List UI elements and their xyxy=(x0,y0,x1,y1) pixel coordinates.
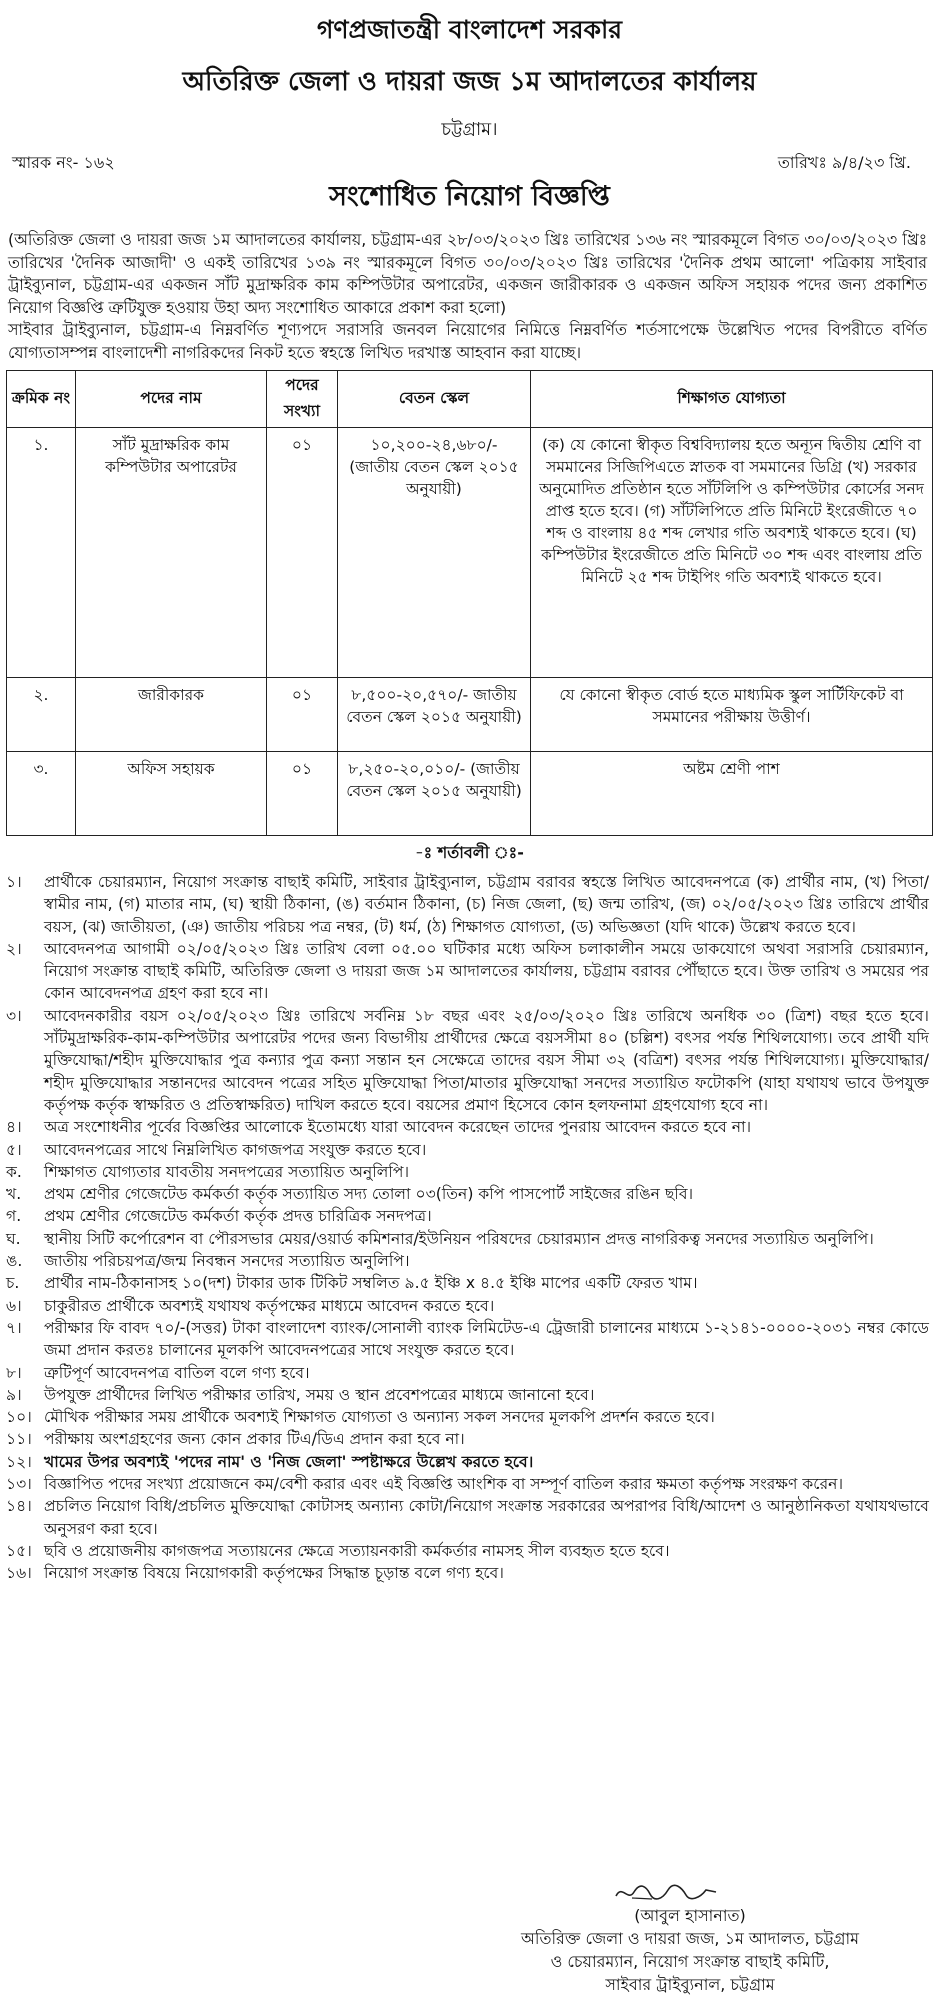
col-post-count: পদের সংখ্যা xyxy=(267,371,338,428)
col-post-name: পদের নাম xyxy=(76,371,267,428)
term-number: ৮। xyxy=(6,1363,22,1382)
col-serial: ক্রমিক নং xyxy=(7,371,76,428)
term-text: প্রচলিত নিয়োগ বিধি/প্রচলিত মুক্তিযোদ্ধা কোটাসহ অন্যান্য কোটা/নিয়োগ সংক্রান্ত সরকারের অপরাপর বিধি/আদেশ ও আনুষ্ঠানিকতা যথাযথভাবে অনুসরণ করা হবে। xyxy=(44,1497,929,1538)
term-text: প্রার্থীকে চেয়ারম্যান, নিয়োগ সংক্রান্ত বাছাই কমিটি, সাইবার ট্রাইব্যুনাল, চট্টগ্রাম বরাবর স্বহস্তে লিখিত আবেদনপত্রে (ক) প্রার্থীর নাম, (খ) পিতা/স্বামীর নাম, (গ) মাতার নাম, (ঘ) স্থায়ী ঠিকানা, (ঙ) বর্তমান ঠিকানা, (চ) নিজ জেলা, (ছ) জন্ম তারিখ, (জ) ০২/০৫/২০২৩ খ্রিঃ তারিখে প্রার্থীর বয়স, (ঝ) জাতীয়তা, (ঞ) জাতীয় পরিচয় পত্র নম্বর, (ট) ধর্ম, (ঠ) শিক্ষাগত যোগ্যতা, (ড) অভিজ্ঞতা (যদি থাকে) উল্লেখ করতে হবে। xyxy=(44,873,929,936)
term-text: প্রার্থীর নাম-ঠিকানাসহ ১০(দশ) টাকার ডাক টিকিট সম্বলিত ৯.৫ ইঞ্চি x ৪.৫ ইঞ্চি মাপের একটি ফেরত খাম। xyxy=(44,1274,698,1293)
office-location: চট্টগ্রাম। xyxy=(441,119,498,140)
table-row xyxy=(7,678,933,752)
term-text: উপযুক্ত প্রার্থীদের লিখিত পরীক্ষার তারিখ, সময় ও স্থান প্রবেশপত্রের মাধ্যমে জানানো হবে। xyxy=(44,1385,595,1404)
term-number: ১৪। xyxy=(6,1497,32,1516)
term-item xyxy=(6,1473,929,1495)
row-serial: ১. xyxy=(7,428,76,678)
term-item xyxy=(6,1161,929,1183)
col-pay-scale: বেতন স্কেল xyxy=(338,371,531,428)
term-number: খ. xyxy=(6,1185,22,1204)
row-serial: ৩. xyxy=(7,752,76,836)
term-number: ১১। xyxy=(6,1430,32,1449)
term-item xyxy=(6,1384,929,1406)
row-post-count: ০১ xyxy=(267,678,338,752)
term-number: ৭। xyxy=(6,1318,22,1337)
term-text: স্থানীয় সিটি কর্পোরেশন বা পৌরসভার মেয়র/ওয়ার্ড কমিশনার/ইউনিয়ন পরিষদের চেয়ারম্যান প্রদত্ত নাগরিকত্ব সনদের সত্যায়িত অনুলিপি। xyxy=(44,1229,874,1248)
term-number: ক. xyxy=(6,1162,22,1181)
term-text: প্রথম শ্রেণীর গেজেটেড কর্মকর্তা কর্তৃক সত্যায়িত সদ্য তোলা ০৩(তিন) কপি পাসপোর্ট সাইজের রঙিন ছবি। xyxy=(44,1185,694,1204)
term-number: ১। xyxy=(6,873,22,891)
row-qualification: (ক) যে কোনো স্বীকৃত বিশ্ববিদ্যালয় হতে অন্যূন দ্বিতীয় শ্রেণি বা সমমানের সিজিপিএতে স্নাতক বা সমমানের ডিগ্রি (খ) সরকার অনুমোদিত প্রতিষ্ঠান হতে সাঁটলিপি ও কম্পিউটার কোর্সের সনদ প্রাপ্ত হতে হবে। (গ) সাঁটলিপিতে প্রতি মিনিটে ইংরেজীতে ৭০ শব্দ ও বাংলায় ৪৫ শব্দ লেখার গতি অবশ্যই থাকতে হবে। (ঘ) কম্পিউটার ইংরেজীতে প্রতি মিনিটে ৩০ শব্দ এবং বাংলায় প্রতি মিনিটে ২৫ শব্দ টাইপিং গতি অবশ্যই থাকতে হবে। xyxy=(531,428,933,678)
term-number: ৩। xyxy=(6,1006,22,1025)
term-number: ৫। xyxy=(6,1140,22,1159)
term-text: মৌখিক পরীক্ষার সময় প্রার্থীকে অবশ্যই শিক্ষাগত যোগ্যতা ও অন্যান্য সকল সনদের মূলকপি প্রদর্শন করতে হবে। xyxy=(44,1408,715,1427)
term-item xyxy=(6,1406,929,1428)
row-post-count: ০১ xyxy=(267,428,338,678)
term-item xyxy=(6,1562,929,1584)
reference-row xyxy=(6,148,933,176)
term-item xyxy=(6,1139,929,1161)
term-item xyxy=(6,1116,929,1138)
notice-date: তারিখঃ ৯/৪/২৩ খ্রি. xyxy=(777,153,911,172)
term-number: গ. xyxy=(6,1207,22,1226)
term-text: পরীক্ষার ফি বাবদ ৭০/-(সত্তর) টাকা বাংলাদেশ ব্যাংক/সোনালী ব্যাংক লিমিটেড-এ ট্রেজারী চালানের মাধ্যমে ১-২১৪১-০০০০-২০৩১ নম্বর কোডে জমা প্রদান করতঃ চালানের মূলকপি আবেদনপত্রের সাথে সংযুক্ত করতে হবে। xyxy=(44,1318,929,1360)
term-item xyxy=(6,1250,929,1272)
term-number: ঙ. xyxy=(6,1252,23,1271)
term-item xyxy=(6,1317,929,1362)
term-text: জাতীয় পরিচয়পত্র/জন্ম নিবন্ধন সনদের সত্যায়িত অনুলিপি। xyxy=(44,1252,410,1271)
posts-table xyxy=(6,370,933,836)
term-text: ত্রুটিপূর্ণ আবেদনপত্র বাতিল বলে গণ্য হবে। xyxy=(44,1363,310,1382)
term-item xyxy=(6,1428,929,1450)
table-row xyxy=(7,752,933,836)
term-text: অত্র সংশোধনীর পূর্বের বিজ্ঞপ্তির আলোকে ইতোমধ্যে যারা আবেদন করেছেন তাদের পুনরায় আবেদন করতে হবে না। xyxy=(44,1118,752,1137)
terms-heading: -ঃ শর্তাবলী ঃ- xyxy=(415,843,524,862)
term-item xyxy=(6,1272,929,1294)
term-number: ১০। xyxy=(6,1408,32,1427)
term-number: ১২। xyxy=(6,1452,32,1471)
table-row xyxy=(7,428,933,678)
term-text: চাকুরীরত প্রার্থীকে অবশ্যই যথাযথ কর্তৃপক্ষের মাধ্যমে আবেদন করতে হবে। xyxy=(44,1296,495,1315)
term-item xyxy=(6,1495,929,1540)
intro-paragraph-call: সাইবার ট্রাইব্যুনাল, চট্টগ্রাম-এ নিম্নবর্ণিত শূণ্যপদে সরাসরি জনবল নিয়োগের নিমিত্তে নিম্নবর্ণিত শর্তসাপেক্ষে উল্লেখিত পদের বিপরীতে বর্ণিত যোগ্যতাসম্পন্ন বাংলাদেশী নাগরিকদের নিকট হতে স্বহস্তে লিখিত দরখাস্ত আহবান করা যাচ্ছে। xyxy=(8,320,927,362)
office-title: অতিরিক্ত জেলা ও দায়রা জজ ১ম আদালতের কার্যালয় xyxy=(182,67,757,97)
row-qualification: অষ্টম শ্রেণী পাশ xyxy=(531,752,933,836)
term-text: আবেদনপত্র আগামী ০২/০৫/২০২৩ খ্রিঃ তারিখ বেলা ০৫.০০ ঘটিকার মধ্যে অফিস চলাকালীন সময়ে ডাকযোগে অথবা সরাসরি চেয়ারম্যান, নিয়োগ সংক্রান্ত বাছাই কমিটি, অতিরিক্ত জেলা ও দায়রা জজ ১ম আদালতের কার্যালয়, চট্টগ্রাম বরাবর পৌঁছাতে হবে। উক্ত তারিখ ও সময়ের পর কোন আবেদনপত্র গ্রহণ করা হবে না। xyxy=(44,939,929,1003)
row-post-name: সাঁট মুদ্রাক্ষরিক কাম কম্পিউটার অপারেটর xyxy=(76,428,267,678)
term-number: ৬। xyxy=(6,1296,22,1315)
term-item xyxy=(6,1005,929,1116)
row-pay-scale: ১০,২০০-২৪,৬৮০/- (জাতীয় বেতন স্কেল ২০১৫ অনুযায়ী) xyxy=(338,428,531,678)
term-item xyxy=(6,1451,929,1473)
term-number: ১৬। xyxy=(6,1564,32,1583)
term-text: শিক্ষাগত যোগ্যতার যাবতীয় সনদপত্রের সত্যায়িত অনুলিপি। xyxy=(44,1162,410,1181)
term-number: ঘ. xyxy=(6,1229,21,1248)
term-item xyxy=(6,1362,929,1384)
term-text: প্রথম শ্রেণীর গেজেটেড কর্মকর্তা কর্তৃক প্রদত্ত চারিত্রিক সনদপত্র। xyxy=(44,1207,432,1226)
term-text: আবেদনপত্রের সাথে নিম্নলিখিত কাগজপত্র সংযুক্ত করতে হবে। xyxy=(44,1140,427,1159)
row-pay-scale: ৮,৫০০-২০,৫৭০/- জাতীয় বেতন স্কেল ২০১৫ অনুযায়ী) xyxy=(338,678,531,752)
term-item xyxy=(6,871,929,938)
term-number: ১৫। xyxy=(6,1541,32,1560)
col-qualification: শিক্ষাগত যোগ্যতা xyxy=(531,371,933,428)
term-number: ২। xyxy=(6,939,22,958)
term-item xyxy=(6,938,929,1005)
term-number: ১৩। xyxy=(6,1475,32,1494)
term-text: বিজ্ঞাপিত পদের সংখ্যা প্রয়োজনে কম/বেশী করার এবং এই বিজ্ঞপ্তি আংশিক বা সম্পূর্ণ বাতিল করার ক্ষমতা কর্তৃপক্ষ সংরক্ষণ করেন। xyxy=(44,1475,844,1494)
row-qualification: যে কোনো স্বীকৃত বোর্ড হতে মাধ্যমিক স্কুল সার্টিফিকেট বা সমমানের পরীক্ষায় উত্তীর্ণ। xyxy=(531,678,933,752)
term-item xyxy=(6,1183,929,1205)
intro-text xyxy=(8,229,927,364)
posts-table-header xyxy=(7,371,933,428)
term-number: চ. xyxy=(6,1274,20,1293)
row-serial: ২. xyxy=(7,678,76,752)
signatory-name: (আবুল হাসানাত) xyxy=(634,1906,746,1925)
term-item xyxy=(6,1228,929,1250)
row-post-count: ০১ xyxy=(267,752,338,836)
terms-list xyxy=(6,871,929,1585)
term-number: ৪। xyxy=(6,1118,22,1137)
intro-paragraph-correction: (অতিরিক্ত জেলা ও দায়রা জজ ১ম আদালতের কার্যালয়, চট্টগ্রাম-এর ২৮/০৩/২০২৩ খ্রিঃ তারিখের ১৩৬ নং স্মারকমূলে বিগত ৩০/০৩/২০২৩ খ্রিঃ তারিখের 'দৈনিক আজাদী' ও একই তারিখের ১৩৯ নং স্মারকমূলে বিগত ৩০/০৩/২০২৩ খ্রিঃ তারিখের 'দৈনিক প্রথম আলো' পত্রিকায় সাইবার ট্রাইব্যুনাল, চট্টগ্রাম-এর একজন সাঁট মুদ্রাক্ষরিক কাম কম্পিউটার অপারেটর, একজন জারীকারক ও একজন অফিস সহায়ক পদের জন্য প্রকাশিত নিয়োগ বিজ্ঞপ্তি ত্রুটিযুক্ত হওয়ায় উহা অদ্য সংশোধিত আকারে প্রকাশ করা হলো) xyxy=(8,230,927,317)
memo-number: স্মারক নং- ১৬২ xyxy=(12,153,115,172)
term-item xyxy=(6,1205,929,1227)
term-text: খামের উপর অবশ্যই 'পদের নাম' ও 'নিজ জেলা' স্পষ্টাক্ষরে উল্লেখ করতে হবে। xyxy=(44,1452,534,1471)
term-text: ছবি ও প্রয়োজনীয় কাগজপত্র সত্যায়নের ক্ষেত্রে সত্যায়নকারী কর্মকর্তার নামসহ সীল ব্যবহৃত হতে হবে। xyxy=(44,1541,670,1560)
row-pay-scale: ৮,২৫০-২০,০১০/- (জাতীয় বেতন স্কেল ২০১৫ অনুযায়ী) xyxy=(338,752,531,836)
row-post-name: অফিস সহায়ক xyxy=(76,752,267,836)
term-item xyxy=(6,1540,929,1562)
term-item xyxy=(6,1295,929,1317)
signatory-designation-3: সাইবার ট্রাইব্যুনাল, চট্টগ্রাম xyxy=(605,1975,775,1994)
term-text: আবেদনকারীর বয়স ০২/০৫/২০২৩ খ্রিঃ তারিখে সর্বনিম্ন ১৮ বছর এবং ২৫/০৩/২০২০ খ্রিঃ তারিখে অনধিক ৩০ (ত্রিশ) বছর হতে হবে। সাঁটমুদ্রাক্ষরিক-কাম-কম্পিউটার অপারেটর পদের জন্য বিভাগীয় প্রার্থীদের ক্ষেত্রে বয়সসীমা ৪০ (চল্লিশ) বৎসর পর্যন্ত শিথিলযোগ্য। তবে প্রার্থী যদি মুক্তিযোদ্ধা/শহীদ মুক্তিযোদ্ধার পুত্র কন্যার পুত্র কন্যা সন্তান হন সেক্ষেত্রে তাদের বয়স সীমা ৩২ (বত্রিশ) বৎসর পর্যন্ত শিথিলযোগ্য। মুক্তিযোদ্ধার/শহীদ মুক্তিযোদ্ধার সন্তানদের আবেদন পত্রের সহিত মুক্তিযোদ্ধা পিতা/মাতার মুক্তিযোদ্ধা সনদের সত্যায়িত ফটোকপি (যাহা যথাযথ ভাবে উপযুক্ত কর্তৃপক্ষ কর্তৃক স্বাক্ষরিত ও প্রতিস্বাক্ষরিত) দাখিল করতে হবে। বয়সের প্রমাণ হিসেবে কোন হলফনামা গ্রহণযোগ্য হবে না। xyxy=(44,1006,929,1114)
term-number: ৯। xyxy=(6,1385,22,1404)
notice-title: সংশোধিত নিয়োগ বিজ্ঞপ্তি xyxy=(329,181,610,212)
term-text: নিয়োগ সংক্রান্ত বিষয়ে নিয়োগকারী কর্তৃপক্ষের সিদ্ধান্ত চূড়ান্ত বলে গণ্য হবে। xyxy=(44,1564,504,1583)
row-post-name: জারীকারক xyxy=(76,678,267,752)
term-text: পরীক্ষায় অংশগ্রহণের জন্য কোন প্রকার টিএ/ডিএ প্রদান করা হবে না। xyxy=(44,1430,465,1449)
notice-page xyxy=(6,4,933,1994)
handwritten-signature xyxy=(612,1880,722,1906)
signatory-designation-2: ও চেয়ারম্যান, নিয়োগ সংক্রান্ত বাছাই কমিটি, xyxy=(550,1952,830,1971)
signatory-block xyxy=(460,1904,920,1996)
government-title: গণপ্রজাতন্ত্রী বাংলাদেশ সরকার xyxy=(317,15,622,44)
signatory-designation-1: অতিরিক্ত জেলা ও দায়রা জজ, ১ম আদালত, চট্টগ্রাম xyxy=(521,1929,859,1948)
